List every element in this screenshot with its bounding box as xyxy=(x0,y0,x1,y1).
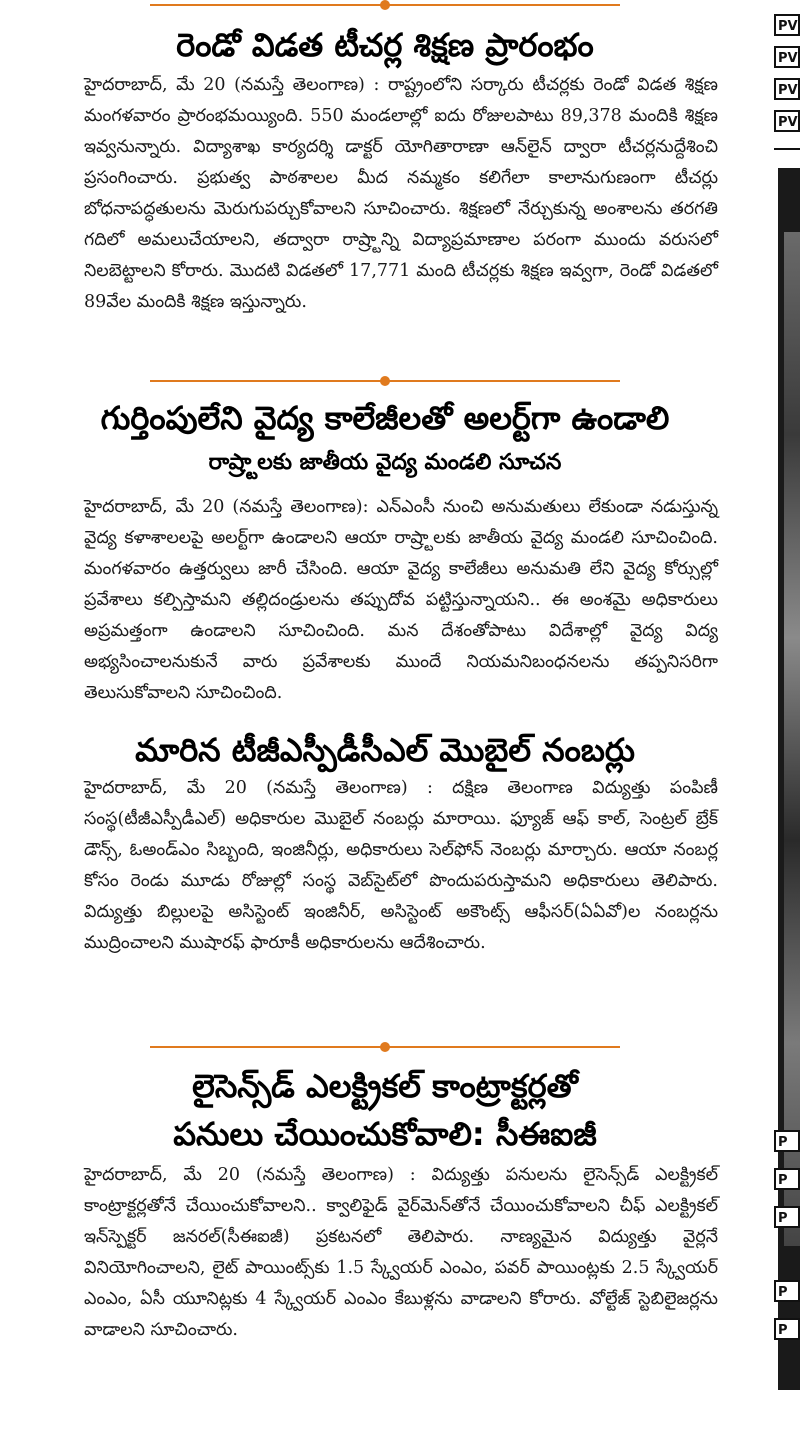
strip-box: P xyxy=(774,1206,800,1228)
top-divider xyxy=(150,4,620,6)
article-2-body: హైదరాబాద్‌, మే 20 (నమస్తే తెలంగాణ): ఎన్‌ఎంసీ నుంచి అనుమతులు లేకుండా నడుస్తున్న వైద్య కళాశాలలపై అలర్ట్‌గా ఉండాలని ఆయా రాష్ర్టాలకు జాతీయ వైద్య మండలి సూచించింది. మంగళవారం ఉత్తర్వులు జారీ చేసింది. ఆయా వైద్య కాలేజీలు అనుమతి లేని వైద్య కోర్సుల్లో ప్రవేశాలు కల్పిస్తామని తల్లిదండ్రులను తప్పుదోవ పట్టిస్తున్నాయని.. ఈ అంశమై అధికారులు అప్రమత్తంగా ఉండాలని సూచించింది. మన దేశంతోపాటు విదేశాల్లో వైద్య విద్య అభ్యసించాలనుకునే వారు ప్రవేశాలకు ముందే నియమనిబంధనలను తప్పనిసరిగా తెలుసుకోవాలని సూచించింది. xyxy=(84,497,718,703)
strip-box: P xyxy=(774,1130,800,1152)
strip-box: P xyxy=(774,1280,800,1302)
article-3-body: హైదరాబాద్‌, మే 20 (నమస్తే తెలంగాణ) : దక్షిణ తెలంగాణ విద్యుత్తు పంపిణీ సంస్థ(టీజీఎస్పీడీఎల్‌) అధికారుల మొబైల్‌ నంబర్లు మారాయి. ఫ్యూజ్‌ ఆఫ్‌ కాల్‌, సెంట్రల్‌ బ్రేక్‌ డౌన్స్‌, ఓఅండ్‌ఎం సిబ్బంది, ఇంజినీర్లు, అధికారులు సెల్‌ఫోన్‌ నెంబర్లు మార్చారు. ఆయా నంబర్ల కోసం రెండు మూడు రోజుల్లో సంస్థ వెబ్‌సైట్‌లో పొందుపరుస్తామని అధికారులు తెలిపారు. విద్యుత్తు బిల్లులపై అసిస్టెంట్‌ ఇంజినీర్‌, అసిస్టెంట్‌ అకౌంట్స్‌ ఆఫీసర్‌(ఏఏవో)ల నంబర్లను ముద్రించాలని ముషారఫ్‌ ఫారూకీ అధికారులను ఆదేశించారు. xyxy=(84,778,718,953)
strip-rule xyxy=(774,148,800,150)
strip-box: P xyxy=(774,1168,800,1190)
article-2-subheadline: రాష్ర్టాలకు జాతీయ వైద్య మండలి సూచన xyxy=(208,450,562,475)
article-4-headline-line2: పనులు చేయించుకోవాలి: సీఈఐజీ xyxy=(173,1115,597,1153)
article-2-headline: గుర్తింపులేని వైద్య కాలేజీలతో అలర్ట్‌గా ఉండాలి xyxy=(100,399,670,437)
strip-box: PV xyxy=(774,78,800,100)
divider-2 xyxy=(150,1046,620,1048)
strip-box: P xyxy=(774,1318,800,1340)
article-4-body: హైదరాబాద్‌, మే 20 (నమస్తే తెలంగాణ) : విద్యుత్తు పనులను లైసెన్స్‌డ్‌ ఎలక్ట్రికల్‌ కాంట్రాక్టర్లతోనే చేయించుకోవాలని.. క్వాలిఫైడ్‌ వైర్‌మెన్‌తోనే చేయించుకోవాలని చీఫ్‌ ఎలక్ట్రికల్‌ ఇన్‌స్పెక్టర్‌ జనరల్‌(సీఈఐజీ) ప్రకటనలో తెలిపారు. నాణ్యమైన విద్యుత్తు వైర్లనే వినియోగించాలని, లైట్‌ పాయింట్స్‌కు 1.5 స్క్వేయర్‌ ఎంఎం, పవర్‌ పాయింట్లకు 2.5 స్క్వేయర్‌ ఎంఎం, ఏసీ యూనిట్లకు 4 స్క్వేయర్‌ ఎంఎం కేబుళ్లను వాడాలని కోరారు. వోల్టేజ్‌ స్టెబిలైజర్లను వాడాలని సూచించారు. xyxy=(84,1165,718,1340)
divider-1 xyxy=(150,380,620,382)
article-3-headline: మారిన టీజీఎస్పీడీసీఎల్‌ మొబైల్‌ నంబర్లు xyxy=(135,731,635,769)
article-1-headline: రెండో విడత టీచర్ల శిక్షణ ప్రారంభం xyxy=(176,26,594,64)
divider-dot xyxy=(380,1042,390,1052)
strip-box: PV xyxy=(774,110,800,132)
article-1-body: హైదరాబాద్‌, మే 20 (నమస్తే తెలంగాణ) : రాష్ట్రంలోని సర్కారు టీచర్లకు రెండో విడత శిక్షణ మంగళవారం ప్రారంభమయ్యింది. 550 మండలాల్లో ఐదు రోజులపాటు 89,378 మందికి శిక్షణ ఇవ్వనున్నారు. విద్యాశాఖ కార్యదర్శి డాక్టర్‌ యోగితారాణా ఆన్‌లైన్‌ ద్వారా టీచర్లనుద్దేశించి ప్రసంగించారు. ప్రభుత్వ పాఠశాలల మీద నమ్మకం కలిగేలా కాలానుగుణంగా టీచర్లు బోధనాపద్ధతులను మెరుగుపర్చుకోవాలని సూచించారు. శిక్షణలో నేర్చుకున్న అంశాలను తరగతి గదిలో అమలుచేయాలని, తద్వారా రాష్ర్టాన్ని విద్యాప్రమాణాల పరంగా ముందు వరుసలో నిలబెట్టాలని కోరారు. మొదటి విడతలో 17,771 మంది టీచర్లకు శిక్షణ ఇవ్వగా, రెండో విడతలో 89వేల మందికి శిక్షణ ఇస్తున్నారు. xyxy=(84,75,718,312)
article-4-headline: లైసెన్స్‌డ్‌ ఎలక్ట్రికల్‌ కాంట్రాక్టర్లతో xyxy=(192,1067,578,1105)
strip-box: PV xyxy=(774,14,800,36)
strip-box: PV xyxy=(774,46,800,68)
divider-dot xyxy=(380,0,390,10)
divider-dot xyxy=(380,376,390,386)
adjacent-column-strip xyxy=(768,0,800,1449)
